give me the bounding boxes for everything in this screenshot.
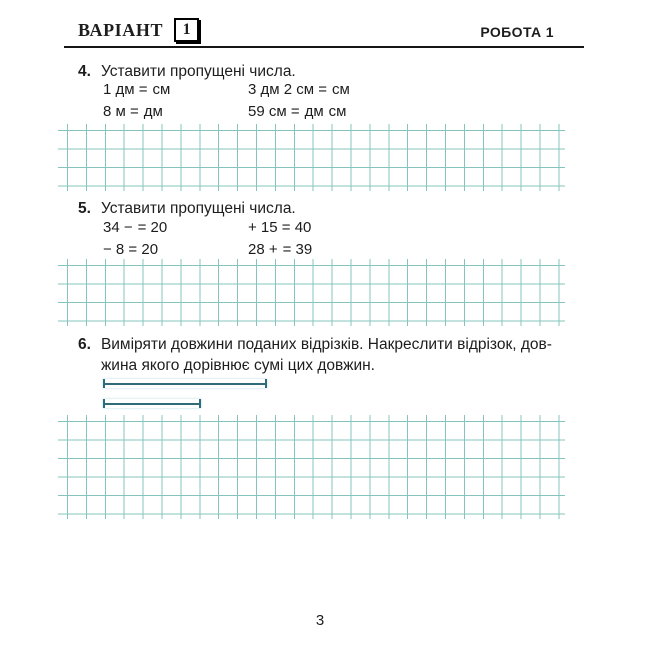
equation-text: + 15 = 40: [248, 218, 312, 236]
equation: [103, 79, 170, 99]
equation-text: см: [332, 80, 350, 98]
task-5-header: [78, 198, 296, 219]
segment-short: [103, 399, 201, 408]
task-4-number: 4.: [78, 63, 91, 80]
equation-text: см: [152, 80, 171, 98]
task-5-number: 5.: [78, 200, 91, 217]
equation-text: 34 −: [103, 218, 133, 236]
task-6-instruction-line-2: жина якого дорівнює сумі цих довжин.: [100, 357, 375, 374]
equation-text: = 20: [137, 218, 168, 236]
grid-paper: [58, 415, 565, 519]
equation-text: 1 дм =: [103, 80, 148, 98]
equation-text: 8 м =: [103, 102, 139, 120]
task-4-equations-col-2: [248, 79, 350, 123]
equation: [248, 217, 312, 237]
grid-paper: [58, 259, 565, 326]
task-5-equations-col-1: [103, 217, 167, 261]
variant-header: [78, 18, 199, 42]
page-number: 3: [315, 612, 325, 629]
equation: [103, 239, 167, 259]
equation: [103, 101, 170, 121]
task-4-equations-col-1: [103, 79, 170, 123]
equation-text: 59 см =: [248, 102, 300, 120]
variant-number-box: 1: [174, 18, 199, 42]
equation-text: = 39: [282, 240, 313, 258]
variant-label: ВАРІАНТ: [78, 19, 164, 40]
task-6-instruction: [101, 334, 552, 376]
segment-long: [103, 379, 267, 388]
header-rule: [64, 46, 584, 48]
equation: [248, 101, 350, 121]
task-6-instruction-line-1: Виміряти довжини поданих відрізків. Накреслити відрізок, дов-: [100, 336, 552, 353]
equation-text: − 8 = 20: [103, 240, 159, 258]
equation: [248, 239, 312, 259]
work-label: РОБОТА 1: [480, 24, 554, 40]
task-6-number: 6.: [78, 336, 91, 353]
equation-text: дм: [143, 102, 163, 120]
task-5-equations-col-2: [248, 217, 312, 261]
equation: [248, 79, 350, 99]
task-6-header: [78, 334, 552, 376]
grid-paper: [58, 124, 565, 191]
equation: [103, 217, 167, 237]
equation-text: см: [328, 102, 347, 120]
task-4-instruction: Уставити пропущені числа.: [100, 63, 296, 80]
equation-text: дм: [304, 102, 324, 120]
task-5-instruction: Уставити пропущені числа.: [100, 200, 296, 217]
equation-text: 28 +: [248, 240, 278, 258]
equation-text: 3 дм 2 см =: [248, 80, 327, 98]
